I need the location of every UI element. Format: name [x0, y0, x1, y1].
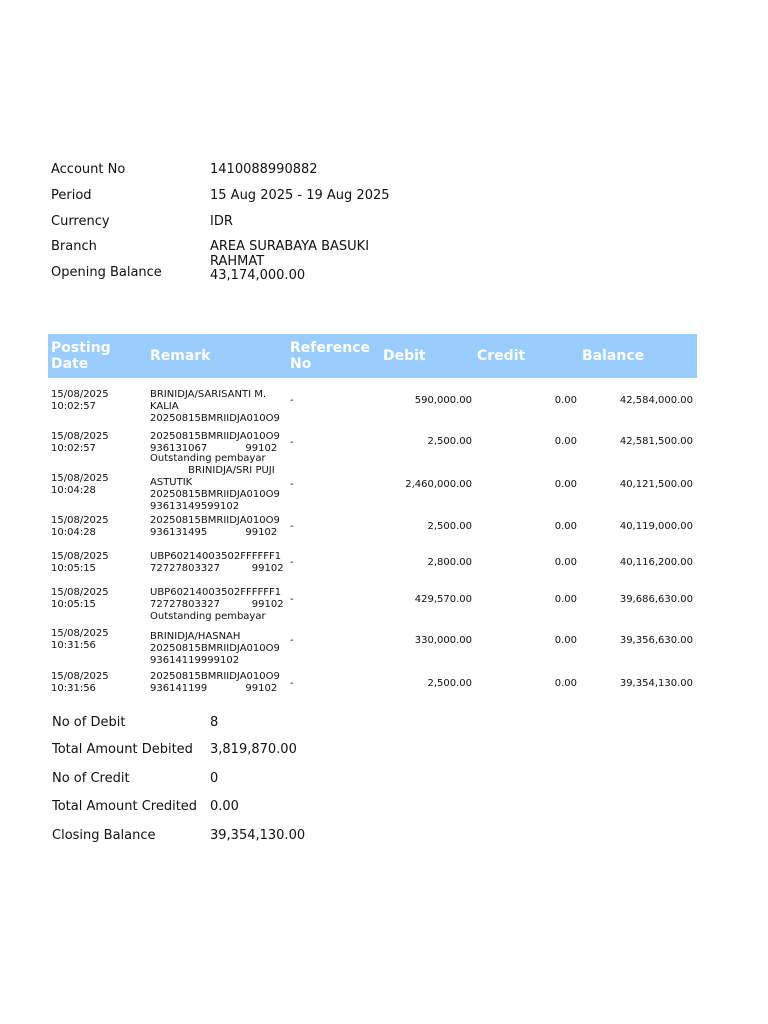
row-balance: 40,116,200.00	[619, 557, 693, 568]
currency-row	[0, 214, 768, 234]
remark-line: 936131067 99102	[150, 443, 278, 454]
remark-line: 20250815BMRIIDJA010O9	[150, 671, 280, 682]
row-date: 15/08/2025	[51, 389, 109, 400]
total-debited-value: 3,819,870.00	[210, 742, 297, 757]
branch-value-line1: AREA SURABAYA BASUKI	[210, 239, 370, 254]
total-debited-row	[0, 742, 768, 760]
header-reference-no	[290, 334, 370, 378]
row-balance: 39,356,630.00	[619, 635, 693, 646]
closing-balance-value: 39,354,130.00	[210, 828, 306, 843]
row-date: 15/08/2025	[51, 671, 109, 682]
row-debit: 2,500.00	[427, 521, 472, 532]
row-balance: 39,354,130.00	[619, 678, 693, 689]
row-credit: 0.00	[554, 436, 577, 447]
remark-line: UBP60214003502FFFFFF1	[150, 551, 282, 562]
remark-line: BRINIDJA/HASNAH	[150, 631, 241, 642]
row-credit: 0.00	[554, 479, 577, 490]
row-balance: 40,119,000.00	[619, 521, 693, 532]
remark-line: 20250815BMRIIDJA010O9	[150, 515, 280, 526]
row-credit: 0.00	[554, 395, 577, 406]
row-remark	[150, 551, 284, 575]
total-credited-value: 0.00	[210, 799, 239, 814]
header-posting-date-line1: Posting	[51, 340, 111, 356]
total-credited-label: Total Amount Credited	[52, 799, 198, 814]
row-date: 15/08/2025	[51, 587, 109, 598]
remark-line: 72727803327 99102	[150, 563, 284, 574]
row-date: 15/08/2025	[51, 515, 109, 526]
remark-line: 20250815BMRIIDJA010O9	[150, 643, 280, 654]
opening-balance-value: 43,174,000.00	[210, 268, 306, 283]
header-remark: Remark	[150, 348, 211, 364]
row-date: 15/08/2025	[51, 551, 109, 562]
row-posting-date	[51, 671, 141, 695]
period-row	[0, 188, 768, 208]
row-date: 15/08/2025	[51, 431, 109, 442]
opening-balance-row	[0, 265, 768, 285]
remark-line: 20250815BMRIIDJA010O9	[150, 489, 280, 500]
remark-line: 93613149599102	[150, 501, 240, 512]
remark-line: BRINIDJA/SRI PUJI	[150, 465, 275, 476]
row-posting-date	[51, 628, 141, 652]
row-remark	[150, 515, 284, 539]
header-reference-line1: Reference	[290, 340, 371, 356]
no-of-credit-value: 0	[210, 771, 219, 786]
period-label: Period	[51, 188, 92, 203]
remark-line: 72727803327 99102	[150, 599, 284, 610]
row-debit: 590,000.00	[414, 395, 472, 406]
row-remark	[150, 671, 284, 695]
row-reference-no: -	[290, 521, 294, 532]
account-no-row	[0, 162, 768, 182]
header-debit: Debit	[383, 348, 426, 364]
row-reference-no: -	[290, 594, 294, 605]
total-credited-row	[0, 799, 768, 817]
row-posting-date	[51, 551, 141, 575]
branch-label: Branch	[51, 239, 97, 254]
row-date: 15/08/2025	[51, 473, 109, 484]
row-time: 10:04:28	[51, 527, 96, 538]
row-balance: 40,121,500.00	[619, 479, 693, 490]
total-debited-label: Total Amount Debited	[52, 742, 193, 757]
remark-line: UBP60214003502FFFFFF1	[150, 587, 282, 598]
row-balance: 42,584,000.00	[619, 395, 693, 406]
row-reference-no: -	[290, 437, 294, 448]
remark-line: KALIA	[150, 401, 179, 412]
header-balance: Balance	[582, 348, 645, 364]
row-remark	[150, 587, 284, 611]
row-time: 10:31:56	[51, 683, 96, 694]
remark-line: 936131495 99102	[150, 527, 278, 538]
row-balance: 39,686,630.00	[619, 594, 693, 605]
row-debit: 2,500.00	[427, 678, 472, 689]
row-time: 10:02:57	[51, 443, 96, 454]
row-debit: 2,800.00	[427, 557, 472, 568]
row-time: 10:05:15	[51, 563, 96, 574]
row-credit: 0.00	[554, 557, 577, 568]
remark-line: BRINIDJA/SARISANTI M.	[150, 389, 267, 400]
remark-line: Outstanding pembayar	[150, 453, 266, 464]
period-value: 15 Aug 2025 - 19 Aug 2025	[210, 188, 390, 203]
remark-line: 936141199 99102	[150, 683, 278, 694]
branch-row	[0, 239, 768, 269]
row-reference-no: -	[290, 479, 294, 490]
row-reference-no: -	[290, 395, 294, 406]
row-date: 15/08/2025	[51, 628, 109, 639]
closing-balance-row	[0, 828, 768, 846]
account-no-label: Account No	[51, 162, 126, 177]
header-reference-line2: No	[290, 356, 312, 372]
currency-value: IDR	[210, 214, 233, 229]
header-posting-date	[51, 334, 111, 378]
row-credit: 0.00	[554, 678, 577, 689]
no-of-credit-row	[0, 771, 768, 789]
row-balance: 42,581,500.00	[619, 436, 693, 447]
row-remark	[150, 453, 284, 512]
no-of-debit-label: No of Debit	[52, 715, 126, 730]
row-time: 10:05:15	[51, 599, 96, 610]
no-of-debit-row	[0, 715, 768, 733]
remark-line: 20250815BMRIIDJA010O9	[150, 413, 280, 424]
row-debit: 330,000.00	[414, 635, 472, 646]
remark-line: 93614119999102	[150, 655, 240, 666]
row-debit: 2,460,000.00	[405, 479, 472, 490]
header-posting-date-line2: Date	[51, 356, 89, 372]
row-credit: 0.00	[554, 594, 577, 605]
branch-value	[210, 239, 410, 269]
row-remark	[150, 431, 284, 455]
remark-line: 20250815BMRIIDJA010O9	[150, 431, 280, 442]
opening-balance-label: Opening Balance	[51, 265, 162, 280]
transactions-table-header	[48, 334, 697, 378]
row-posting-date	[51, 389, 141, 413]
row-credit: 0.00	[554, 635, 577, 646]
row-time: 10:04:28	[51, 485, 96, 496]
no-of-debit-value: 8	[210, 715, 219, 730]
row-remark	[150, 389, 284, 425]
closing-balance-label: Closing Balance	[52, 828, 156, 843]
remark-line: ASTUTIK	[150, 477, 193, 488]
row-posting-date	[51, 431, 141, 455]
row-remark	[150, 611, 284, 667]
row-time: 10:31:56	[51, 640, 96, 651]
branch-value-line2: RAHMAT	[210, 254, 265, 269]
row-posting-date	[51, 515, 141, 539]
row-reference-no: -	[290, 557, 294, 568]
header-credit: Credit	[477, 348, 526, 364]
account-no-value: 1410088990882	[210, 162, 318, 177]
row-credit: 0.00	[554, 521, 577, 532]
row-time: 10:02:57	[51, 401, 96, 412]
row-posting-date	[51, 473, 141, 497]
remark-line: Outstanding pembayar	[150, 611, 266, 622]
row-posting-date	[51, 587, 141, 611]
row-debit: 2,500.00	[427, 436, 472, 447]
currency-label: Currency	[51, 214, 110, 229]
row-debit: 429,570.00	[414, 594, 472, 605]
no-of-credit-label: No of Credit	[52, 771, 130, 786]
row-reference-no: -	[290, 678, 294, 689]
row-reference-no: -	[290, 635, 294, 646]
